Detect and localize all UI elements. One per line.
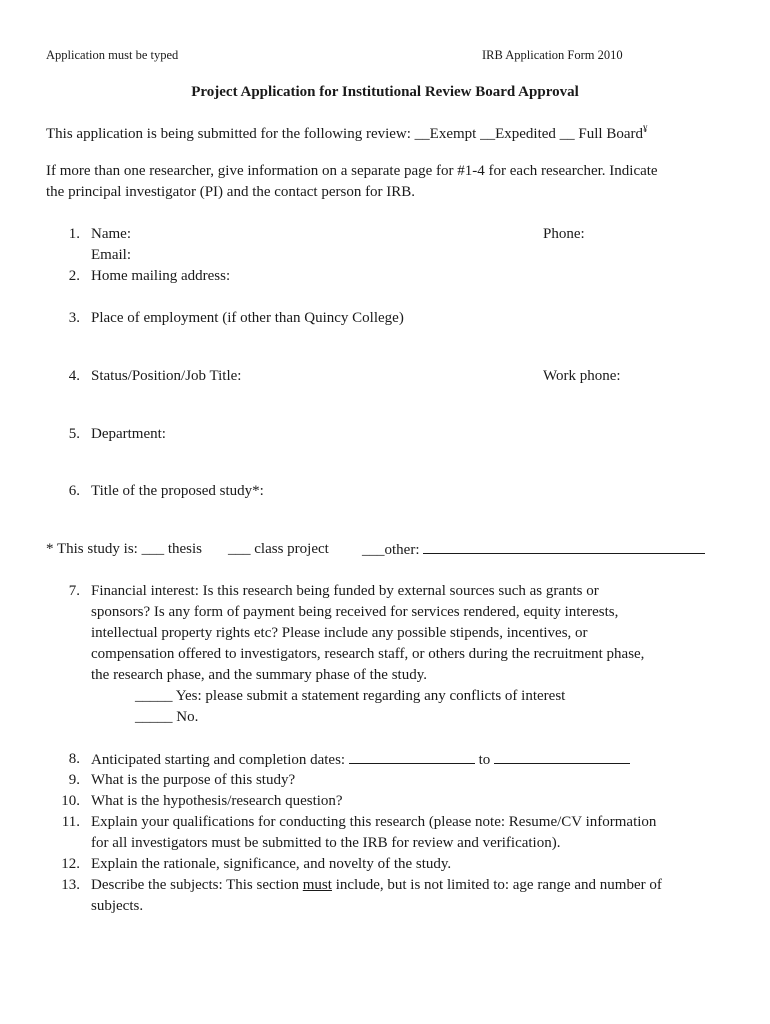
study-type-class-project: ___ class project bbox=[228, 541, 329, 557]
item-number-10: 10. bbox=[61, 793, 80, 809]
dates-to-label: to bbox=[478, 752, 491, 768]
item-number-2: 2. bbox=[68, 268, 80, 284]
subjects-question-line-2: subjects. bbox=[91, 898, 144, 914]
financial-yes-option[interactable]: _____ Yes: please submit a statement regarding any conflicts of interest bbox=[135, 688, 566, 704]
email-label: Email: bbox=[91, 247, 131, 263]
start-date-blank[interactable] bbox=[349, 749, 475, 764]
qualifications-line-1: Explain your qualifications for conducting this research (please note: Resume/CV information bbox=[91, 814, 657, 830]
intro-line-1: If more than one researcher, give information on a separate page for #1-4 for each researcher. Indicate bbox=[46, 163, 658, 179]
study-type-other-label: ___other: bbox=[362, 542, 420, 558]
item-number-3: 3. bbox=[68, 310, 80, 326]
financial-line-5: the research phase, and the summary phase of the study. bbox=[91, 667, 427, 683]
purpose-question: What is the purpose of this study? bbox=[91, 772, 296, 788]
header-form-id: IRB Application Form 2010 bbox=[482, 48, 623, 62]
subjects-must: must bbox=[302, 877, 332, 893]
study-type-other bbox=[362, 539, 705, 561]
financial-line-2: sponsors? Is any form of payment being received for services rendered, equity interests, bbox=[91, 604, 619, 620]
end-date-blank[interactable] bbox=[494, 749, 630, 764]
hypothesis-question: What is the hypothesis/research question? bbox=[91, 793, 343, 809]
rationale-question: Explain the rationale, significance, and novelty of the study. bbox=[91, 856, 452, 872]
item-number-1: 1. bbox=[68, 226, 80, 242]
subjects-pre: Describe the subjects: This section bbox=[91, 877, 303, 893]
intro-line-2: the principal investigator (PI) and the contact person for IRB. bbox=[46, 184, 416, 200]
financial-line-1: Financial interest: Is this research being funded by external sources such as grants or bbox=[91, 583, 599, 599]
name-label: Name: bbox=[91, 226, 131, 242]
item-number-5: 5. bbox=[68, 426, 80, 442]
financial-no-option[interactable]: _____ No. bbox=[135, 709, 199, 725]
item-number-9: 9. bbox=[68, 772, 80, 788]
item-number-13: 13. bbox=[61, 877, 80, 893]
item-number-7: 7. bbox=[68, 583, 80, 599]
item-number-8: 8. bbox=[68, 751, 80, 767]
subjects-question-line-1 bbox=[91, 875, 662, 896]
page-title: Project Application for Institutional Review Board Approval bbox=[191, 84, 579, 100]
review-type-superscript: ¥ bbox=[642, 124, 648, 134]
dates-question bbox=[91, 749, 630, 771]
review-type-line bbox=[46, 119, 647, 145]
financial-line-4: compensation offered to investigators, research staff, or others during the recruitment phase, bbox=[91, 646, 645, 662]
item-number-12: 12. bbox=[61, 856, 80, 872]
item-number-4: 4. bbox=[68, 368, 80, 384]
department-label: Department: bbox=[91, 426, 166, 442]
financial-line-3: intellectual property rights etc? Please include any possible stipends, incentives, or bbox=[91, 625, 588, 641]
header-left-note: Application must be typed bbox=[46, 48, 179, 62]
dates-label: Anticipated starting and completion dates: bbox=[91, 752, 346, 768]
status-label: Status/Position/Job Title: bbox=[91, 368, 242, 384]
item-number-11: 11. bbox=[61, 814, 80, 830]
other-blank-line[interactable] bbox=[423, 539, 705, 554]
home-address-label: Home mailing address: bbox=[91, 268, 231, 284]
qualifications-line-2: for all investigators must be submitted to the IRB for review and verification). bbox=[91, 835, 561, 851]
employment-label: Place of employment (if other than Quincy College) bbox=[91, 310, 404, 326]
study-type-prefix: * This study is: ___ thesis bbox=[46, 541, 202, 557]
subjects-post: include, but is not limited to: age range and number of bbox=[331, 877, 662, 893]
work-phone-label: Work phone: bbox=[543, 368, 621, 384]
item-number-6: 6. bbox=[68, 483, 80, 499]
review-type-text: This application is being submitted for the following review: __Exempt __Expedited __ Full Board bbox=[46, 126, 643, 142]
study-title-label: Title of the proposed study*: bbox=[91, 483, 264, 499]
phone-label: Phone: bbox=[543, 226, 585, 242]
